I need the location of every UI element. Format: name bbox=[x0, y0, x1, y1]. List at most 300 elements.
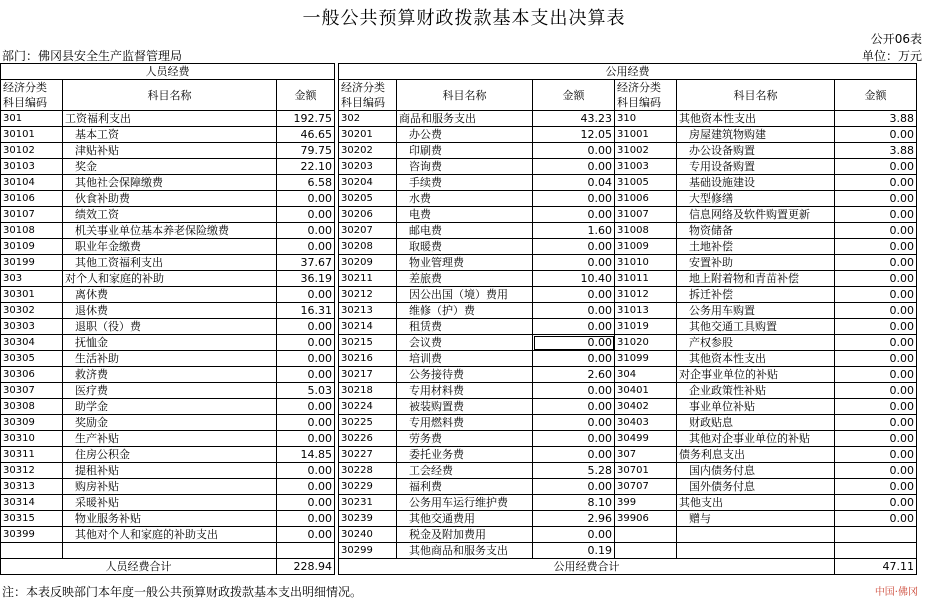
personnel-name: 提租补贴 bbox=[63, 463, 277, 479]
public_b-name: 国内债务付息 bbox=[677, 463, 835, 479]
public_a-name: 办公费 bbox=[397, 127, 533, 143]
personnel-amount: 0.00 bbox=[277, 335, 335, 351]
personnel-code: 30305 bbox=[1, 351, 63, 367]
public_a-code: 30207 bbox=[339, 223, 397, 239]
public_a-amount: 0.00 bbox=[533, 527, 615, 543]
public_b-code: 31003 bbox=[615, 159, 677, 175]
personnel-code: 30107 bbox=[1, 207, 63, 223]
header-name: 科目名称 bbox=[397, 80, 533, 111]
header-amount: 金额 bbox=[277, 80, 335, 111]
public_a-amount: 0.00 bbox=[533, 303, 615, 319]
personnel-code: 30308 bbox=[1, 399, 63, 415]
public_a-name: 咨询费 bbox=[397, 159, 533, 175]
public_b-code: 39906 bbox=[615, 511, 677, 527]
public_b-name: 国外债务付息 bbox=[677, 479, 835, 495]
public_a-code: 30227 bbox=[339, 447, 397, 463]
public_b-name: 专用设备购置 bbox=[677, 159, 835, 175]
public_b-name: 信息网络及软件购置更新 bbox=[677, 207, 835, 223]
personnel-name: 助学金 bbox=[63, 399, 277, 415]
public_b-amount: 0.00 bbox=[835, 479, 917, 495]
personnel-amount: 0.00 bbox=[277, 239, 335, 255]
personnel-code: 30106 bbox=[1, 191, 63, 207]
personnel-name: 退职（役）费 bbox=[63, 319, 277, 335]
public_b-code: 31012 bbox=[615, 287, 677, 303]
personnel-name: 伙食补助费 bbox=[63, 191, 277, 207]
personnel-code: 30313 bbox=[1, 479, 63, 495]
public_b-code: 31020 bbox=[615, 335, 677, 351]
public_b-code: 30403 bbox=[615, 415, 677, 431]
public_a-code: 30226 bbox=[339, 431, 397, 447]
personnel-name: 基本工资 bbox=[63, 127, 277, 143]
table-row bbox=[1, 175, 917, 191]
personnel-amount: 0.00 bbox=[277, 527, 335, 543]
public_a-code: 30215 bbox=[339, 335, 397, 351]
public_a-name: 委托业务费 bbox=[397, 447, 533, 463]
expenditure-table bbox=[0, 63, 917, 575]
personnel-name: 职业年金缴费 bbox=[63, 239, 277, 255]
personnel-amount: 0.00 bbox=[277, 319, 335, 335]
personnel-amount: 0.00 bbox=[277, 287, 335, 303]
public_b-amount: 0.00 bbox=[835, 319, 917, 335]
personnel-amount: 0.00 bbox=[277, 351, 335, 367]
table-row bbox=[1, 511, 917, 527]
personnel-name: 生产补贴 bbox=[63, 431, 277, 447]
personnel-amount: 0.00 bbox=[277, 207, 335, 223]
public_b-amount: 0.00 bbox=[835, 223, 917, 239]
public_a-code: 30202 bbox=[339, 143, 397, 159]
public_a-name: 租赁费 bbox=[397, 319, 533, 335]
public_b-code: 31010 bbox=[615, 255, 677, 271]
table-row bbox=[1, 127, 917, 143]
personnel-amount: 46.65 bbox=[277, 127, 335, 143]
table-row bbox=[1, 447, 917, 463]
public_a-amount: 0.00 bbox=[533, 351, 615, 367]
public_b-name: 拆迁补偿 bbox=[677, 287, 835, 303]
public_a-name: 专用燃料费 bbox=[397, 415, 533, 431]
public_b-name: 赠与 bbox=[677, 511, 835, 527]
public_b-name: 土地补偿 bbox=[677, 239, 835, 255]
table-row bbox=[1, 287, 917, 303]
public_b-amount: 0.00 bbox=[835, 303, 917, 319]
header-amount: 金额 bbox=[533, 80, 615, 111]
public_b-amount: 0.00 bbox=[835, 351, 917, 367]
personnel-name: 住房公积金 bbox=[63, 447, 277, 463]
report-title: 一般公共预算财政拨款基本支出决算表 bbox=[302, 8, 626, 29]
table-row bbox=[1, 303, 917, 319]
public_a-amount: 0.00 bbox=[533, 207, 615, 223]
header-code: 经济分类 科目编码 bbox=[1, 80, 63, 111]
personnel-name: 购房补贴 bbox=[63, 479, 277, 495]
table-row bbox=[1, 335, 917, 351]
public_b-code: 31005 bbox=[615, 175, 677, 191]
table-row bbox=[1, 479, 917, 495]
public_a-code: 30206 bbox=[339, 207, 397, 223]
public_b-code: 31008 bbox=[615, 223, 677, 239]
public_a-code: 30229 bbox=[339, 479, 397, 495]
personnel-name: 奖金 bbox=[63, 159, 277, 175]
public_b-code: 31002 bbox=[615, 143, 677, 159]
public_b-name: 企业政策性补贴 bbox=[677, 383, 835, 399]
public_b-code: 307 bbox=[615, 447, 677, 463]
public_b-code: 31099 bbox=[615, 351, 677, 367]
personnel-code: 30104 bbox=[1, 175, 63, 191]
personnel-code: 30199 bbox=[1, 255, 63, 271]
public_a-name: 公务用车运行维护费 bbox=[397, 495, 533, 511]
public_b-amount: 0.00 bbox=[835, 367, 917, 383]
personnel-amount: 14.85 bbox=[277, 447, 335, 463]
public_b-code: 31009 bbox=[615, 239, 677, 255]
public_b-code: 30499 bbox=[615, 431, 677, 447]
public_b-amount: 3.88 bbox=[835, 143, 917, 159]
personnel-name: 对个人和家庭的补助 bbox=[63, 271, 277, 287]
public_a-code: 30218 bbox=[339, 383, 397, 399]
public_b-code: 31019 bbox=[615, 319, 677, 335]
public_b-amount: 0.00 bbox=[835, 431, 917, 447]
public_b-code: 30402 bbox=[615, 399, 677, 415]
table-row bbox=[1, 431, 917, 447]
public_b-code bbox=[615, 543, 677, 559]
personnel-name: 救济费 bbox=[63, 367, 277, 383]
personnel-total-label: 人员经费合计 bbox=[1, 559, 277, 575]
personnel-name: 绩效工资 bbox=[63, 207, 277, 223]
public_b-name: 财政贴息 bbox=[677, 415, 835, 431]
public_a-code: 30203 bbox=[339, 159, 397, 175]
personnel-name: 采暖补贴 bbox=[63, 495, 277, 511]
personnel-total-amount: 228.94 bbox=[277, 559, 335, 575]
personnel-code: 301 bbox=[1, 111, 63, 127]
public_a-amount: 2.96 bbox=[533, 511, 615, 527]
header-amount: 金额 bbox=[835, 80, 917, 111]
public_a-name: 被装购置费 bbox=[397, 399, 533, 415]
table-row bbox=[1, 111, 917, 127]
public_b-amount: 0.00 bbox=[835, 335, 917, 351]
public_b-amount: 0.00 bbox=[835, 159, 917, 175]
public_a-amount: 0.00 bbox=[533, 415, 615, 431]
personnel-amount: 0.00 bbox=[277, 415, 335, 431]
public_b-name: 物资储备 bbox=[677, 223, 835, 239]
public_b-code: 30701 bbox=[615, 463, 677, 479]
public_b-code bbox=[615, 527, 677, 543]
form-number: 公开06表 bbox=[870, 32, 922, 46]
public_b-name: 安置补助 bbox=[677, 255, 835, 271]
public_b-amount: 3.88 bbox=[835, 111, 917, 127]
public_b-amount: 0.00 bbox=[835, 383, 917, 399]
personnel-amount: 37.67 bbox=[277, 255, 335, 271]
public_a-amount: 0.19 bbox=[533, 543, 615, 559]
public_a-name: 税金及附加费用 bbox=[397, 527, 533, 543]
table-row bbox=[1, 319, 917, 335]
public_a-name: 手续费 bbox=[397, 175, 533, 191]
header-code: 经济分类 科目编码 bbox=[615, 80, 677, 111]
public_b-name: 基础设施建设 bbox=[677, 175, 835, 191]
public_b-code: 31001 bbox=[615, 127, 677, 143]
public_a-name: 其他交通费用 bbox=[397, 511, 533, 527]
public_b-amount bbox=[835, 527, 917, 543]
public_a-code: 30213 bbox=[339, 303, 397, 319]
public_a-amount: 2.60 bbox=[533, 367, 615, 383]
public_b-amount: 0.00 bbox=[835, 271, 917, 287]
personnel-amount: 0.00 bbox=[277, 511, 335, 527]
public_b-amount: 0.00 bbox=[835, 511, 917, 527]
personnel-code: 30109 bbox=[1, 239, 63, 255]
public_b-name: 产权参股 bbox=[677, 335, 835, 351]
public_a-amount: 0.00 bbox=[533, 239, 615, 255]
personnel-amount: 5.03 bbox=[277, 383, 335, 399]
public_a-name: 劳务费 bbox=[397, 431, 533, 447]
public-total-label: 公用经费合计 bbox=[339, 559, 835, 575]
watermark-logo: 中国·佛冈 bbox=[874, 587, 918, 598]
public_b-code: 31013 bbox=[615, 303, 677, 319]
table-row bbox=[1, 239, 917, 255]
public_b-amount: 0.00 bbox=[835, 415, 917, 431]
public_a-name: 差旅费 bbox=[397, 271, 533, 287]
table-row bbox=[1, 143, 917, 159]
public_a-amount: 0.00 bbox=[533, 255, 615, 271]
public_a-amount: 0.00 bbox=[533, 335, 615, 351]
public_a-code: 30231 bbox=[339, 495, 397, 511]
public_b-amount: 0.00 bbox=[835, 191, 917, 207]
public_b-amount: 0.00 bbox=[835, 239, 917, 255]
public_a-code: 30209 bbox=[339, 255, 397, 271]
public_b-amount: 0.00 bbox=[835, 495, 917, 511]
personnel-amount: 192.75 bbox=[277, 111, 335, 127]
personnel-code: 30307 bbox=[1, 383, 63, 399]
public_b-code: 304 bbox=[615, 367, 677, 383]
public_a-amount: 5.28 bbox=[533, 463, 615, 479]
personnel-name: 其他对个人和家庭的补助支出 bbox=[63, 527, 277, 543]
public_a-amount: 0.00 bbox=[533, 479, 615, 495]
public_b-name: 事业单位补贴 bbox=[677, 399, 835, 415]
personnel-amount: 6.58 bbox=[277, 175, 335, 191]
personnel-code: 30310 bbox=[1, 431, 63, 447]
personnel-code: 30399 bbox=[1, 527, 63, 543]
unit-label: 单位：万元 bbox=[861, 49, 922, 63]
public_b-amount bbox=[835, 543, 917, 559]
personnel-amount: 0.00 bbox=[277, 431, 335, 447]
public_a-amount: 0.00 bbox=[533, 159, 615, 175]
public_a-name: 其他商品和服务支出 bbox=[397, 543, 533, 559]
public_b-name: 其他资本性支出 bbox=[677, 351, 835, 367]
table-row bbox=[1, 399, 917, 415]
personnel-name bbox=[63, 543, 277, 559]
personnel-amount: 79.75 bbox=[277, 143, 335, 159]
personnel-amount: 0.00 bbox=[277, 399, 335, 415]
public_a-amount: 12.05 bbox=[533, 127, 615, 143]
personnel-code: 303 bbox=[1, 271, 63, 287]
public_a-amount: 0.00 bbox=[533, 383, 615, 399]
public_a-name: 物业管理费 bbox=[397, 255, 533, 271]
public_b-amount: 0.00 bbox=[835, 287, 917, 303]
personnel-code: 30301 bbox=[1, 287, 63, 303]
public_a-code: 30224 bbox=[339, 399, 397, 415]
footnote: 注：本表反映部门本年度一般公共预算财政拨款基本支出明细情况。 bbox=[2, 585, 363, 599]
personnel-code: 30101 bbox=[1, 127, 63, 143]
public_b-code: 30401 bbox=[615, 383, 677, 399]
public_a-code: 30225 bbox=[339, 415, 397, 431]
table-row bbox=[1, 207, 917, 223]
header-name: 科目名称 bbox=[677, 80, 835, 111]
public_b-code: 399 bbox=[615, 495, 677, 511]
table-row bbox=[1, 415, 917, 431]
public_b-code: 31006 bbox=[615, 191, 677, 207]
personnel-amount: 36.19 bbox=[277, 271, 335, 287]
table-row bbox=[1, 367, 917, 383]
public_a-name: 印刷费 bbox=[397, 143, 533, 159]
public_a-code: 30214 bbox=[339, 319, 397, 335]
personnel-name: 离休费 bbox=[63, 287, 277, 303]
public_a-name: 培训费 bbox=[397, 351, 533, 367]
public_a-name: 电费 bbox=[397, 207, 533, 223]
personnel-amount: 22.10 bbox=[277, 159, 335, 175]
public_a-code: 30212 bbox=[339, 287, 397, 303]
public_a-amount: 0.00 bbox=[533, 399, 615, 415]
table-row bbox=[1, 495, 917, 511]
personnel-name: 机关事业单位基本养老保险缴费 bbox=[63, 223, 277, 239]
personnel-code: 30309 bbox=[1, 415, 63, 431]
table-row bbox=[1, 463, 917, 479]
personnel-code: 30314 bbox=[1, 495, 63, 511]
personnel-amount: 0.00 bbox=[277, 223, 335, 239]
personnel-amount bbox=[277, 543, 335, 559]
public_b-name: 其他交通工具购置 bbox=[677, 319, 835, 335]
public_a-name: 维修（护）费 bbox=[397, 303, 533, 319]
public_a-amount: 0.00 bbox=[533, 431, 615, 447]
table-row bbox=[1, 159, 917, 175]
personnel-name: 津贴补贴 bbox=[63, 143, 277, 159]
table-row bbox=[1, 223, 917, 239]
table-row bbox=[1, 271, 917, 287]
personnel-name: 其他社会保障缴费 bbox=[63, 175, 277, 191]
public_b-name bbox=[677, 543, 835, 559]
personnel-code: 30306 bbox=[1, 367, 63, 383]
public_b-amount: 0.00 bbox=[835, 399, 917, 415]
personnel-code: 30312 bbox=[1, 463, 63, 479]
public_b-amount: 0.00 bbox=[835, 175, 917, 191]
public_a-name: 商品和服务支出 bbox=[397, 111, 533, 127]
table-row bbox=[1, 543, 917, 559]
public_b-name: 办公设备购置 bbox=[677, 143, 835, 159]
public_b-name: 其他对企事业单位的补贴 bbox=[677, 431, 835, 447]
public_a-name: 水费 bbox=[397, 191, 533, 207]
public_a-name: 工会经费 bbox=[397, 463, 533, 479]
public_a-code: 30228 bbox=[339, 463, 397, 479]
personnel-code: 30311 bbox=[1, 447, 63, 463]
personnel-code bbox=[1, 543, 63, 559]
public_b-amount: 0.00 bbox=[835, 447, 917, 463]
public_a-code: 30217 bbox=[339, 367, 397, 383]
public_a-amount: 1.60 bbox=[533, 223, 615, 239]
personnel-name: 生活补助 bbox=[63, 351, 277, 367]
public_b-name bbox=[677, 527, 835, 543]
table-row bbox=[1, 383, 917, 399]
header-code: 经济分类 科目编码 bbox=[339, 80, 397, 111]
personnel-amount: 0.00 bbox=[277, 479, 335, 495]
public_b-name: 其他支出 bbox=[677, 495, 835, 511]
public_b-code: 310 bbox=[615, 111, 677, 127]
public_b-amount: 0.00 bbox=[835, 463, 917, 479]
public_a-name: 福利费 bbox=[397, 479, 533, 495]
public_b-name: 对企事业单位的补贴 bbox=[677, 367, 835, 383]
personnel-name: 其他工资福利支出 bbox=[63, 255, 277, 271]
public_a-name: 会议费 bbox=[397, 335, 533, 351]
table-row bbox=[1, 527, 917, 543]
personnel-amount: 0.00 bbox=[277, 367, 335, 383]
public_a-code: 30204 bbox=[339, 175, 397, 191]
header-name: 科目名称 bbox=[63, 80, 277, 111]
public_a-name: 因公出国（境）费用 bbox=[397, 287, 533, 303]
public_a-amount: 10.40 bbox=[533, 271, 615, 287]
public_a-name: 公务接待费 bbox=[397, 367, 533, 383]
personnel-amount: 0.00 bbox=[277, 463, 335, 479]
public_b-code: 30707 bbox=[615, 479, 677, 495]
personnel-code: 30108 bbox=[1, 223, 63, 239]
public_a-code: 30299 bbox=[339, 543, 397, 559]
public_a-amount: 0.04 bbox=[533, 175, 615, 191]
public_a-code: 30240 bbox=[339, 527, 397, 543]
public_b-name: 大型修缮 bbox=[677, 191, 835, 207]
group-personnel: 人员经费 bbox=[1, 64, 335, 80]
public_a-amount: 43.23 bbox=[533, 111, 615, 127]
public_b-name: 公务用车购置 bbox=[677, 303, 835, 319]
personnel-name: 医疗费 bbox=[63, 383, 277, 399]
public_b-code: 31007 bbox=[615, 207, 677, 223]
table-row bbox=[1, 255, 917, 271]
table-row bbox=[1, 351, 917, 367]
personnel-code: 30302 bbox=[1, 303, 63, 319]
department-label: 部门：佛冈县安全生产监督管理局 bbox=[2, 49, 183, 63]
personnel-amount: 0.00 bbox=[277, 191, 335, 207]
public_b-amount: 0.00 bbox=[835, 127, 917, 143]
group-public: 公用经费 bbox=[339, 64, 917, 80]
public_a-code: 30205 bbox=[339, 191, 397, 207]
personnel-amount: 0.00 bbox=[277, 495, 335, 511]
public_a-amount: 0.00 bbox=[533, 319, 615, 335]
personnel-code: 30102 bbox=[1, 143, 63, 159]
public_a-amount: 8.10 bbox=[533, 495, 615, 511]
public_a-code: 30208 bbox=[339, 239, 397, 255]
public_b-name: 债务利息支出 bbox=[677, 447, 835, 463]
public_a-code: 30239 bbox=[339, 511, 397, 527]
public_b-amount: 0.00 bbox=[835, 255, 917, 271]
personnel-name: 退休费 bbox=[63, 303, 277, 319]
personnel-name: 奖励金 bbox=[63, 415, 277, 431]
table-row bbox=[1, 191, 917, 207]
public_a-name: 取暖费 bbox=[397, 239, 533, 255]
personnel-code: 30304 bbox=[1, 335, 63, 351]
totals-row bbox=[1, 559, 917, 575]
public_a-code: 30216 bbox=[339, 351, 397, 367]
public_a-amount: 0.00 bbox=[533, 447, 615, 463]
public_b-amount: 0.00 bbox=[835, 207, 917, 223]
public_a-name: 专用材料费 bbox=[397, 383, 533, 399]
personnel-code: 30315 bbox=[1, 511, 63, 527]
public_a-code: 30211 bbox=[339, 271, 397, 287]
public_b-code: 31011 bbox=[615, 271, 677, 287]
public_b-name: 其他资本性支出 bbox=[677, 111, 835, 127]
public_a-amount: 0.00 bbox=[533, 191, 615, 207]
public_a-code: 302 bbox=[339, 111, 397, 127]
public_b-name: 房屋建筑物购建 bbox=[677, 127, 835, 143]
public_b-name: 地上附着物和青苗补偿 bbox=[677, 271, 835, 287]
public-total-amount: 47.11 bbox=[835, 559, 917, 575]
personnel-amount: 16.31 bbox=[277, 303, 335, 319]
public_a-amount: 0.00 bbox=[533, 287, 615, 303]
personnel-name: 抚恤金 bbox=[63, 335, 277, 351]
personnel-name: 物业服务补贴 bbox=[63, 511, 277, 527]
public_a-name: 邮电费 bbox=[397, 223, 533, 239]
personnel-name: 工资福利支出 bbox=[63, 111, 277, 127]
public_a-code: 30201 bbox=[339, 127, 397, 143]
